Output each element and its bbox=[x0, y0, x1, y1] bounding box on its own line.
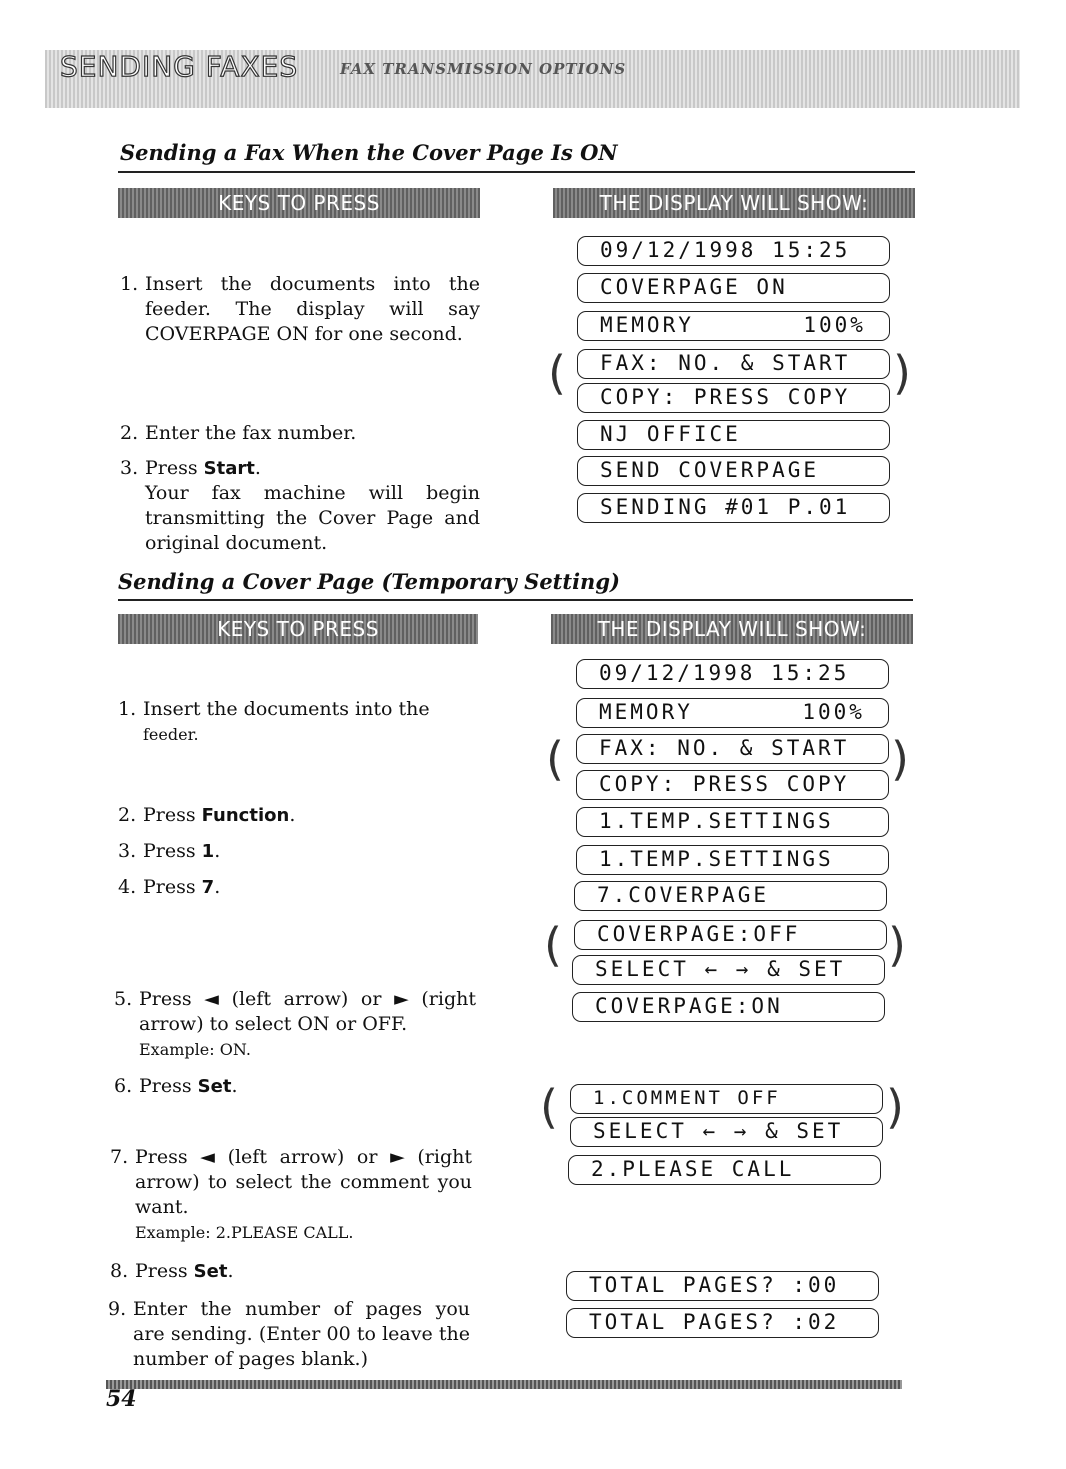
lcd-s1-0: 09/12/1998 15:25 bbox=[577, 236, 890, 266]
page-number: 54 bbox=[106, 1386, 137, 1412]
s2-step-8: 8. Press Set. bbox=[110, 1260, 234, 1282]
s2-step-5: 5. Press ◄ (left arrow) or ► (right arrow) to select ON or OFF. Example: ON. bbox=[114, 988, 476, 1059]
section2-title: Sending a Cover Page (Temporary Setting) bbox=[118, 569, 620, 594]
function-key: Function bbox=[201, 805, 290, 826]
start-key: Start bbox=[203, 458, 255, 479]
s2-step-2: 2. Press Function. bbox=[118, 804, 296, 826]
cycle-right-icon: ) bbox=[891, 732, 909, 786]
lcd-s2-5: 1.TEMP.SETTINGS bbox=[576, 845, 889, 875]
section1-keys-header: KEYS TO PRESS bbox=[118, 188, 480, 218]
section2-display-header: THE DISPLAY WILL SHOW: bbox=[551, 614, 913, 644]
lcd-s2-14: TOTAL PAGES? :02 bbox=[566, 1308, 879, 1338]
s2-step-1: 1. Insert the documents into the feeder. bbox=[118, 698, 430, 744]
header-title: SENDING FAXES bbox=[60, 50, 299, 83]
s2-step-3: 3. Press 1. bbox=[118, 840, 221, 862]
section1-rule bbox=[118, 171, 915, 173]
lcd-s1-3: FAX: NO. & START bbox=[577, 349, 890, 379]
section1-display-header: THE DISPLAY WILL SHOW: bbox=[553, 188, 915, 218]
left-arrow-icon: ◄ bbox=[200, 1146, 215, 1168]
lcd-s1-5: NJ OFFICE bbox=[577, 420, 890, 450]
lcd-s2-12: 2.PLEASE CALL bbox=[568, 1155, 881, 1185]
left-arrow-icon: ◄ bbox=[204, 988, 219, 1010]
cycle-left-icon: ( bbox=[546, 732, 564, 786]
lcd-s1-2: MEMORY 100% bbox=[577, 311, 890, 341]
lcd-s2-10: 1.COMMENT OFF bbox=[570, 1084, 883, 1114]
header-subtitle: FAX TRANSMISSION OPTIONS bbox=[340, 60, 627, 78]
cycle-right-icon: ) bbox=[886, 1080, 904, 1134]
cycle-right-icon: ) bbox=[893, 346, 911, 400]
one-key: 1 bbox=[201, 841, 215, 862]
s2-step-6: 6. Press Set. bbox=[114, 1075, 238, 1097]
footer-band bbox=[106, 1380, 902, 1389]
lcd-s1-6: SEND COVERPAGE bbox=[577, 456, 890, 486]
lcd-s2-2: FAX: NO. & START bbox=[576, 734, 889, 764]
lcd-s2-4: 1.TEMP.SETTINGS bbox=[576, 807, 889, 837]
lcd-s1-7: SENDING #01 P.01 bbox=[577, 493, 890, 523]
section2-rule bbox=[118, 599, 913, 601]
right-arrow-icon: ► bbox=[390, 1146, 405, 1168]
section1-title: Sending a Fax When the Cover Page Is ON bbox=[120, 140, 618, 165]
lcd-s2-11: SELECT ← → & SET bbox=[570, 1117, 883, 1147]
cycle-left-icon: ( bbox=[548, 346, 566, 400]
set-key: Set bbox=[197, 1076, 232, 1097]
cycle-left-icon: ( bbox=[544, 918, 562, 972]
seven-key: 7 bbox=[201, 877, 215, 898]
lcd-s1-1: COVERPAGE ON bbox=[577, 273, 890, 303]
lcd-s1-4: COPY: PRESS COPY bbox=[577, 383, 890, 413]
lcd-s2-13: TOTAL PAGES? :00 bbox=[566, 1271, 879, 1301]
cycle-left-icon: ( bbox=[540, 1080, 558, 1134]
cycle-right-icon: ) bbox=[888, 918, 906, 972]
s2-step-9: 9. Enter the number of pages you are sending. (Enter 00 to leave the number of pages blank.) bbox=[108, 1298, 470, 1370]
s2-step-7: 7. Press ◄ (left arrow) or ► (right arrow) to select the comment you want. Example: 2.PLEASE CALL. bbox=[110, 1146, 472, 1242]
right-arrow-icon: ► bbox=[394, 988, 409, 1010]
s2-step-4: 4. Press 7. bbox=[118, 876, 221, 898]
section2-keys-header: KEYS TO PRESS bbox=[118, 614, 478, 644]
lcd-s2-8: SELECT ← → & SET bbox=[572, 955, 885, 985]
lcd-s2-1: MEMORY 100% bbox=[576, 698, 889, 728]
s1-step-2: 2. Enter the fax number. bbox=[120, 422, 357, 444]
s1-step-3: 3. Press Start. Your fax machine will begin transmitting the Cover Page and original document. bbox=[120, 457, 480, 554]
lcd-s2-7: COVERPAGE:OFF bbox=[574, 920, 887, 950]
lcd-s2-9: COVERPAGE:ON bbox=[572, 992, 885, 1022]
lcd-s2-6: 7.COVERPAGE bbox=[574, 881, 887, 911]
s1-step-1: 1. Insert the documents into the feeder. The display will say COVERPAGE ON for one second. bbox=[120, 273, 480, 345]
set-key: Set bbox=[193, 1261, 228, 1282]
lcd-s2-0: 09/12/1998 15:25 bbox=[576, 659, 889, 689]
lcd-s2-3: COPY: PRESS COPY bbox=[576, 770, 889, 800]
